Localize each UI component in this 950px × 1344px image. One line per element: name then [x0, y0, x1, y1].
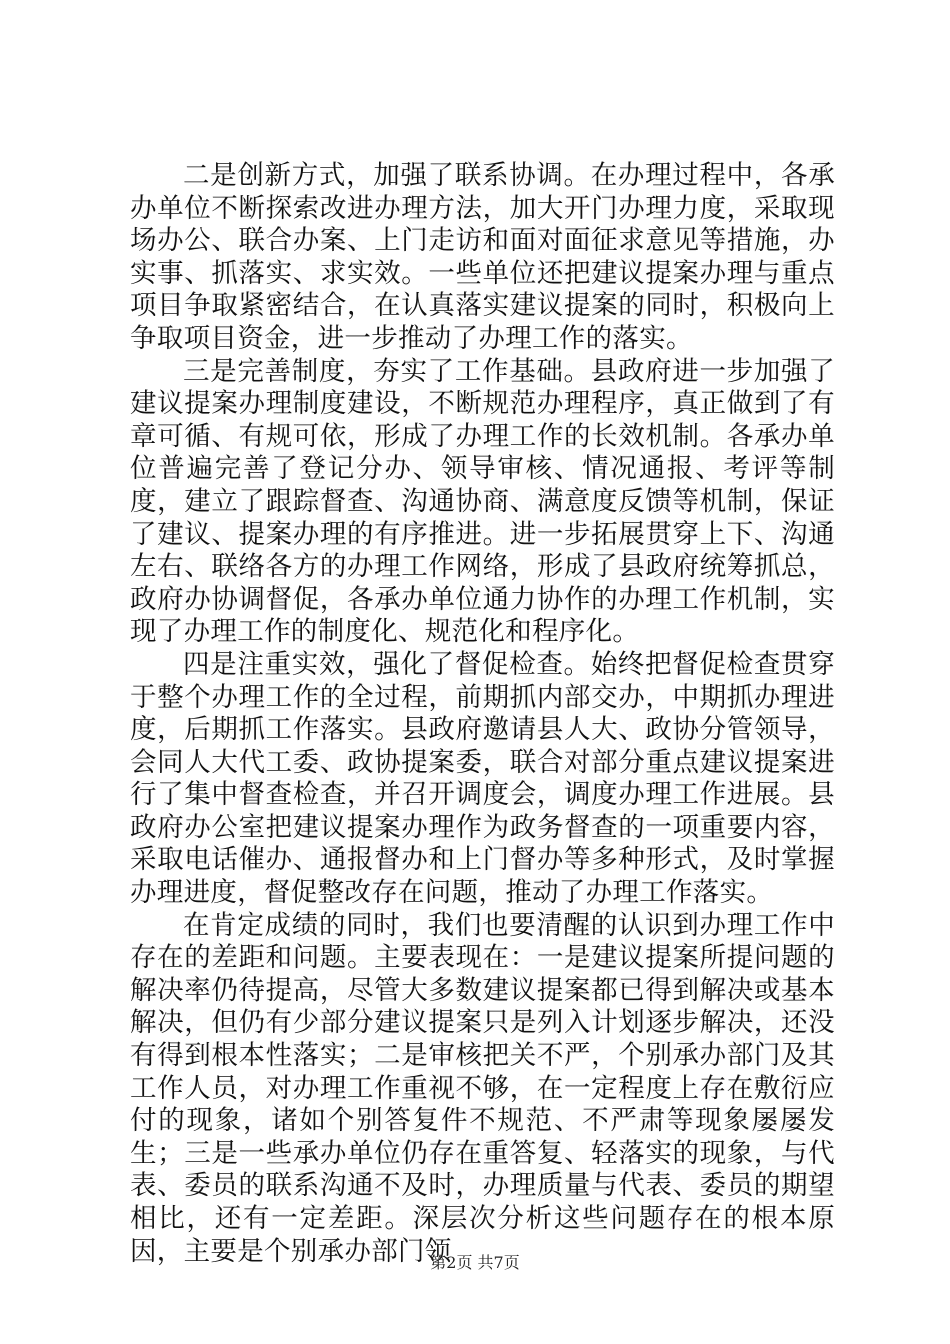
paragraph-system: 三是完善制度，夯实了工作基础。县政府进一步加强了建议提案办理制度建设，不断规范办理程序，真正做到了有章可循、有规可依，形成了办理工作的长效机制。各承办单位普遍完善了登记分办、领导审核、情况通报、考评等制度，建立了跟踪督查、沟通协商、满意度反馈等机制，保证了建议、提案办理的有序推进。进一步拓展贯穿上下、沟通左右、联络各方的办理工作网络，形成了县政府统筹抓总，政府办协调督促，各承办单位通力协作的办理工作机制，实现了办理工作的制度化、规范化和程序化。: [130, 355, 835, 648]
page-footer: 第2页 共7页: [430, 1253, 520, 1272]
paragraph-innovation: 二是创新方式，加强了联系协调。在办理过程中，各承办单位不断探索改进办理方法，加大开门办理力度，采取现场办公、联合办案、上门走访和面对面征求意见等措施，办实事、抓落实、求实效。一些单位还把建议提案办理与重点项目争取紧密结合，在认真落实建议提案的同时，积极向上争取项目资金，进一步推动了办理工作的落实。: [130, 160, 835, 354]
paragraph-problems: 在肯定成绩的同时，我们也要清醒的认识到办理工作中存在的差距和问题。主要表现在：一是建议提案所提问题的解决率仍待提高，尽管大多数建议提案都已得到解决或基本解决，但仍有少部分建议提案只是列入计划逐步解决，还没有得到根本性落实；二是审核把关不严，个别承办部门及其工作人员，对办理工作重视不够，在一定程度上存在敷衍应付的现象，诸如个别答复件不规范、不严肃等现象屡屡发生；三是一些承办单位仍存在重答复、轻落实的现象，与代表、委员的联系沟通不及时，办理质量与代表、委员的期望相比，还有一定差距。深层次分析这些问题存在的根本原因，主要是个别承办部门领: [130, 909, 835, 1267]
document-body: [130, 160, 835, 1268]
paragraph-supervision: 四是注重实效，强化了督促检查。始终把督促检查贯穿于整个办理工作的全过程，前期抓内部交办，中期抓办理进度，后期抓工作落实。县政府邀请县人大、政协分管领导，会同人大代工委、政协提案委，联合对部分重点建议提案进行了集中督查检查，并召开调度会，调度办理工作进展。县政府办公室把建议提案办理作为政务督查的一项重要内容，采取电话催办、通报督办和上门督办等多种形式，及时掌握办理进度，督促整改存在问题，推动了办理工作落实。: [130, 648, 835, 909]
